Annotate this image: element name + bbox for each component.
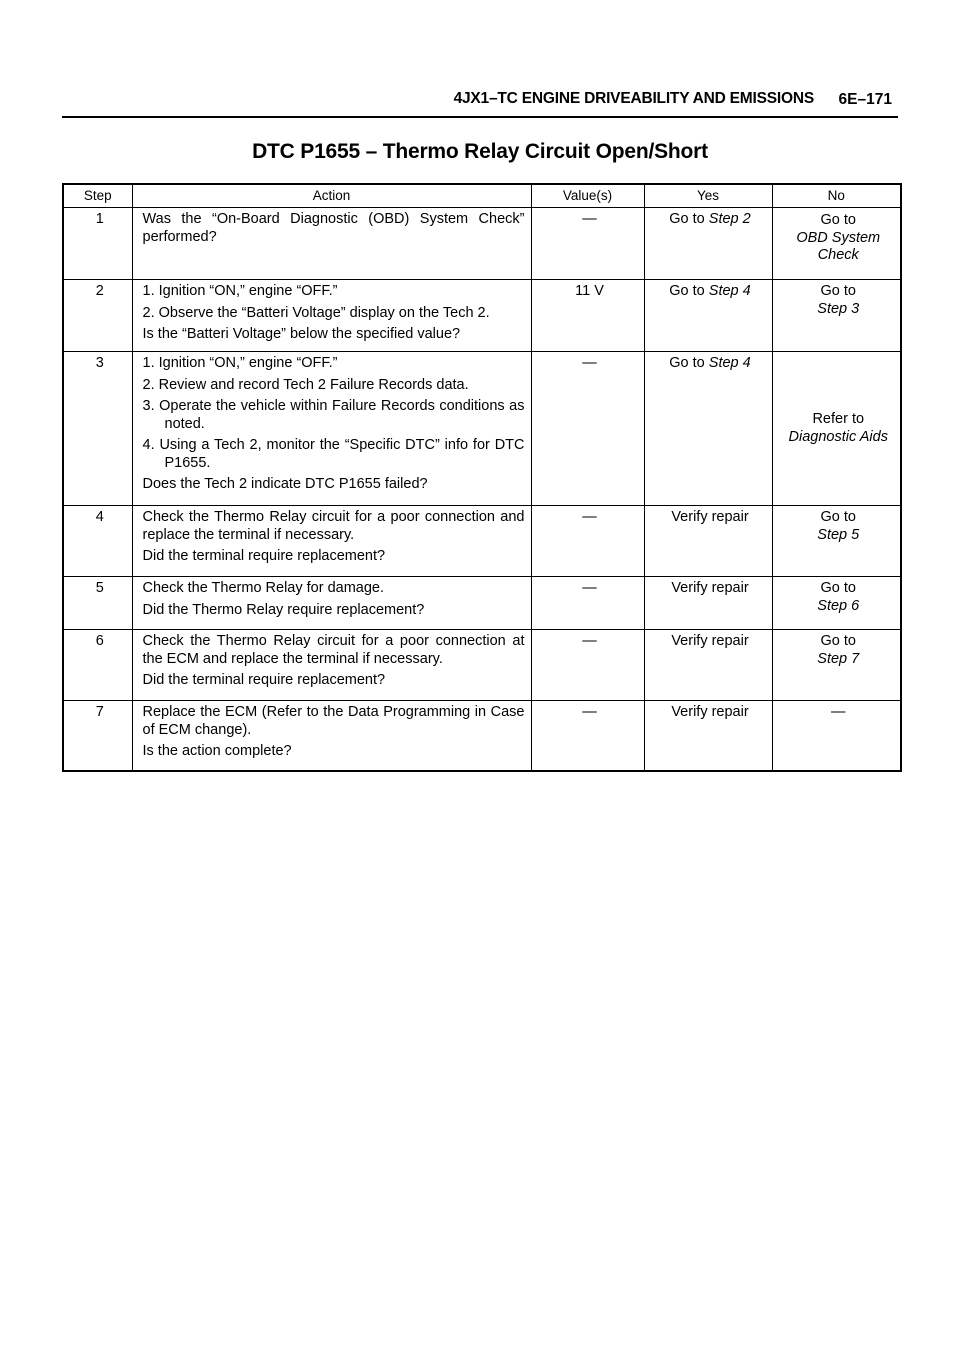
no-text: Refer to xyxy=(812,411,865,427)
yes-cell xyxy=(644,506,772,577)
value-cell: — xyxy=(531,577,644,630)
action-cell xyxy=(132,701,531,771)
no-text: Go to xyxy=(820,283,856,299)
action-cell xyxy=(132,352,531,506)
step-number: 5 xyxy=(63,577,132,630)
no-text: Go to xyxy=(820,580,856,596)
value-cell: — xyxy=(531,352,644,506)
table-header-row xyxy=(63,184,901,208)
yes-text: Go to xyxy=(669,283,709,299)
yes-text: Verify repair xyxy=(671,580,749,596)
column-header-values: Value(s) xyxy=(531,184,644,208)
action-line: Did the Thermo Relay require replacement? xyxy=(142,601,425,618)
no-step-link: OBD System Check xyxy=(796,229,881,263)
action-line: Replace the ECM (Refer to the Data Programming in Case of ECM change). xyxy=(142,704,525,738)
table-row xyxy=(63,208,901,280)
yes-text: Go to xyxy=(669,211,709,227)
column-header-step: Step xyxy=(63,184,132,208)
table-row xyxy=(63,577,901,630)
yes-cell xyxy=(644,280,772,352)
yes-step-link: Step 4 xyxy=(708,355,751,371)
action-cell xyxy=(132,208,531,280)
value-cell: — xyxy=(531,208,644,280)
step-number: 3 xyxy=(63,352,132,506)
step-number: 4 xyxy=(63,506,132,577)
action-line: Was the “On-Board Diagnostic (OBD) System Check” performed? xyxy=(142,211,525,245)
diagnostic-table xyxy=(62,183,902,772)
yes-cell xyxy=(644,630,772,701)
yes-cell xyxy=(644,577,772,630)
value-cell: — xyxy=(531,506,644,577)
no-cell xyxy=(772,577,901,630)
no-step-link: Step 5 xyxy=(817,526,860,543)
yes-step-link: Step 4 xyxy=(708,283,751,299)
no-cell xyxy=(772,208,901,280)
action-line: 2. Review and record Tech 2 Failure Records data. xyxy=(142,376,469,393)
page-title: DTC P1655 – Thermo Relay Circuit Open/Short xyxy=(252,140,708,163)
yes-cell xyxy=(644,701,772,771)
action-line: Did the terminal require replacement? xyxy=(142,672,386,688)
column-header-no: No xyxy=(772,184,901,208)
no-step-link: Step 7 xyxy=(817,650,860,667)
table-body xyxy=(63,208,901,771)
no-step-link: Diagnostic Aids xyxy=(788,428,888,445)
no-step-link: Step 6 xyxy=(817,597,860,614)
yes-step-link: Step 2 xyxy=(708,211,751,227)
no-step-link: Step 3 xyxy=(817,300,860,317)
page-number: 6E–171 xyxy=(838,91,892,108)
action-cell xyxy=(132,630,531,701)
action-line: 1. Ignition “ON,” engine “OFF.” xyxy=(142,283,338,299)
table-row xyxy=(63,506,901,577)
step-number: 6 xyxy=(63,630,132,701)
table-row xyxy=(63,701,901,771)
value-cell: — xyxy=(531,630,644,701)
action-line: Check the Thermo Relay circuit for a poor connection and replace the terminal if necessary. xyxy=(142,509,525,543)
column-header-action: Action xyxy=(132,184,531,208)
no-text: Go to xyxy=(820,633,856,649)
step-number: 1 xyxy=(63,208,132,280)
action-cell xyxy=(132,506,531,577)
page-header xyxy=(62,88,898,118)
column-header-yes: Yes xyxy=(644,184,772,208)
yes-text: Verify repair xyxy=(671,704,749,720)
no-text: — xyxy=(831,704,846,720)
no-cell xyxy=(772,630,901,701)
no-text: Go to xyxy=(820,212,856,228)
action-cell xyxy=(132,280,531,352)
yes-text: Go to xyxy=(669,355,709,371)
table-row xyxy=(63,352,901,506)
no-cell xyxy=(772,280,901,352)
table-row xyxy=(63,280,901,352)
yes-cell xyxy=(644,208,772,280)
action-line: Check the Thermo Relay for damage. xyxy=(142,580,385,596)
no-cell xyxy=(772,701,901,771)
section-title: 4JX1–TC ENGINE DRIVEABILITY AND EMISSIONS xyxy=(453,90,814,107)
step-number: 2 xyxy=(63,280,132,352)
no-text: Go to xyxy=(820,509,856,525)
action-line: Check the Thermo Relay circuit for a poor connection at the ECM and replace the terminal if necessary. xyxy=(142,633,525,667)
yes-cell xyxy=(644,352,772,506)
value-cell: 11 V xyxy=(531,280,644,352)
action-cell xyxy=(132,577,531,630)
action-line: 1. Ignition “ON,” engine “OFF.” xyxy=(142,355,338,371)
action-line: Does the Tech 2 indicate DTC P1655 failed? xyxy=(142,476,428,492)
action-line: 4. Using a Tech 2, monitor the “Specific DTC” info for DTC P1655. xyxy=(142,437,525,471)
yes-text: Verify repair xyxy=(671,509,749,525)
action-line: Is the “Batteri Voltage” below the specified value? xyxy=(142,326,461,342)
action-line: Is the action complete? xyxy=(142,743,292,759)
action-line: 2. Observe the “Batteri Voltage” display on the Tech 2. xyxy=(142,304,490,321)
value-cell: — xyxy=(531,701,644,771)
table-row xyxy=(63,630,901,701)
yes-text: Verify repair xyxy=(671,633,749,649)
action-line: Did the terminal require replacement? xyxy=(142,548,386,564)
no-cell xyxy=(772,506,901,577)
no-cell xyxy=(772,352,901,506)
step-number: 7 xyxy=(63,701,132,771)
action-line: 3. Operate the vehicle within Failure Records conditions as noted. xyxy=(142,398,525,432)
